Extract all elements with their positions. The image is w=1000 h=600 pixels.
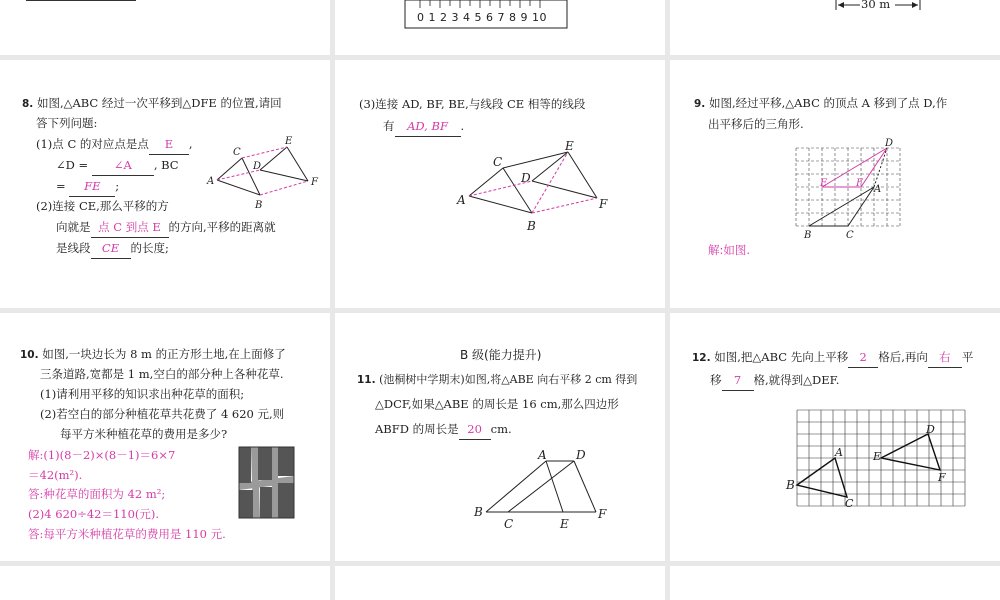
q12-answer-2: 右: [928, 348, 962, 368]
panel-top-middle: [335, 0, 665, 55]
q8-part2-line2: 向就是 点 C 到点 E 的方向,平移的距离就: [56, 218, 276, 238]
section-b-title: B 级(能力提升): [460, 348, 542, 362]
q10-solution-5: 答:每平方米种植花草的费用是 110 元.: [28, 527, 226, 541]
q8-label-f: F: [311, 177, 318, 188]
panel-q11: [335, 313, 665, 561]
q11-stem-1: 11. (池桐树中学期末)如图,将△ABE 向右平移 2 cm 得到: [357, 373, 638, 386]
q8-label-c: C: [233, 147, 241, 158]
q12-answer-1: 2: [848, 348, 878, 368]
q10-stem-1: 10. 如图,一块边长为 8 m 的正方形土地,在上面修了: [20, 347, 286, 361]
q10-part1: (1)请利用平移的知识求出种花草的面积;: [40, 387, 245, 401]
q11-label-f: F: [598, 507, 607, 521]
panel-q9: [670, 60, 1000, 308]
q8-answer-3: FE: [69, 177, 115, 197]
q8-label-b: B: [255, 200, 263, 211]
panel-top-left: [0, 0, 330, 55]
q10-solution-4: (2)4 620÷42＝110(元).: [28, 507, 160, 521]
q9-stem-2: 出平移后的三角形.: [708, 117, 804, 131]
q11-stem-3: ABFD 的周长是 20 cm.: [375, 420, 512, 440]
q8-label-e: E: [285, 136, 293, 147]
q12-stem-2: 移 7 格,就得到△DEF.: [710, 371, 839, 391]
panel-q8-part3: [335, 60, 665, 308]
q8-answer-6: AD, BF: [395, 117, 461, 137]
q8-part3-line2: 有 AD, BF .: [383, 117, 464, 137]
q8-label-d: D: [253, 161, 262, 172]
panel-q12: [670, 313, 1000, 561]
panel-next-right: [670, 566, 1000, 600]
q8-figure: [205, 135, 325, 215]
panel-next-left: [0, 566, 330, 600]
q8b-label-d: D: [521, 171, 531, 185]
panel-q8: [0, 60, 330, 308]
q11-answer: 20: [459, 420, 491, 440]
q9-label-f: F: [856, 178, 863, 189]
q12-label-d: D: [926, 423, 935, 436]
q11-label-c: C: [504, 517, 514, 531]
q11-figure: [470, 446, 630, 536]
q8b-label-e: E: [565, 139, 574, 153]
q9-stem-1: 9. 如图,经过平移,△ABC 的顶点 A 移到了点 D,作: [694, 96, 948, 110]
q9-label-b: B: [804, 230, 812, 241]
q8b-label-a: A: [457, 193, 466, 207]
scale-arrow: [670, 0, 1000, 55]
q11-label-d: D: [576, 448, 586, 462]
q8-label-a: A: [207, 176, 215, 187]
q9-label-d: D: [885, 138, 894, 149]
q11-label-b: B: [474, 505, 483, 519]
q8-part1-line1: (1)点 C 的对应点是点 E ,: [36, 135, 193, 155]
q11-label-e: E: [560, 517, 569, 531]
q8-answer-5: CE: [91, 239, 131, 259]
panel-q10: [0, 313, 330, 561]
q12-label-a: A: [835, 446, 843, 459]
q9-grid-figure: [790, 138, 930, 243]
q12-answer-3: 7: [722, 371, 754, 391]
q12-grid-figure: [785, 403, 985, 513]
q8-part2-line1: (2)连接 CE,那么平移的方: [36, 199, 169, 213]
q8-stem-2: 答下列问题:: [36, 116, 98, 130]
q8b-label-f: F: [599, 197, 608, 211]
q10-stem-2: 三条道路,宽都是 1 m,空白的部分种上各种花草.: [40, 367, 284, 381]
q8-answer-1: E: [149, 135, 189, 155]
q10-solution-1: 解:(1)(8－2)×(8－1)＝6×7: [28, 448, 176, 462]
q10-part2-b: 每平方米种植花草的费用是多少?: [60, 427, 228, 441]
q8-part2-line3: 是线段 CE 的长度;: [56, 239, 169, 259]
q8-part3-line1: (3)连接 AD, BF, BE,与线段 CE 相等的线段: [359, 97, 586, 111]
q9-solution: 解:如图.: [708, 243, 751, 257]
q8-part1-line3: = FE ;: [56, 177, 119, 197]
panel-next-middle: [335, 566, 665, 600]
q8b-label-b: B: [527, 219, 536, 233]
q12-label-e: E: [873, 450, 882, 463]
q12-stem-1: 12. 如图,把△ABC 先向上平移 2 格后,再向 右 平: [692, 348, 973, 368]
q8-answer-2: ∠A: [92, 156, 154, 176]
q9-label-e: E: [820, 178, 828, 189]
q10-part2-a: (2)若空白的部分种植花草共花费了 4 620 元,则: [40, 407, 285, 421]
q10-solution-3: 答:种花草的面积为 42 m²;: [28, 487, 166, 501]
q8-figure-large: [455, 136, 615, 236]
q12-label-c: C: [845, 497, 854, 510]
q12-label-b: B: [786, 478, 795, 492]
q8-stem-1: 8. 如图,△ABC 经过一次平移到△DFE 的位置,请回: [22, 96, 282, 110]
scale-label: 30 m: [861, 0, 891, 11]
q10-land-figure: [238, 446, 298, 521]
q11-stem-2: △DCF,如果△ABE 的周长是 16 cm,那么四边形: [375, 397, 619, 411]
q12-label-f: F: [938, 471, 946, 484]
q10-solution-2: ＝42(m²).: [28, 468, 83, 482]
q9-label-c: C: [846, 230, 854, 241]
q8b-label-c: C: [493, 155, 503, 169]
q11-label-a: A: [538, 448, 547, 462]
q8-part1-line2: ∠D = ∠A , BC: [56, 156, 179, 176]
q9-label-a: A: [874, 184, 882, 195]
ruler-ticks: 0 1 2 3 4 5 6 7 8 9 10: [417, 11, 547, 24]
panel-top-right: [670, 0, 1000, 55]
q8-answer-4: 点 C 到点 E: [91, 218, 169, 238]
top-left-line: [26, 0, 136, 1]
